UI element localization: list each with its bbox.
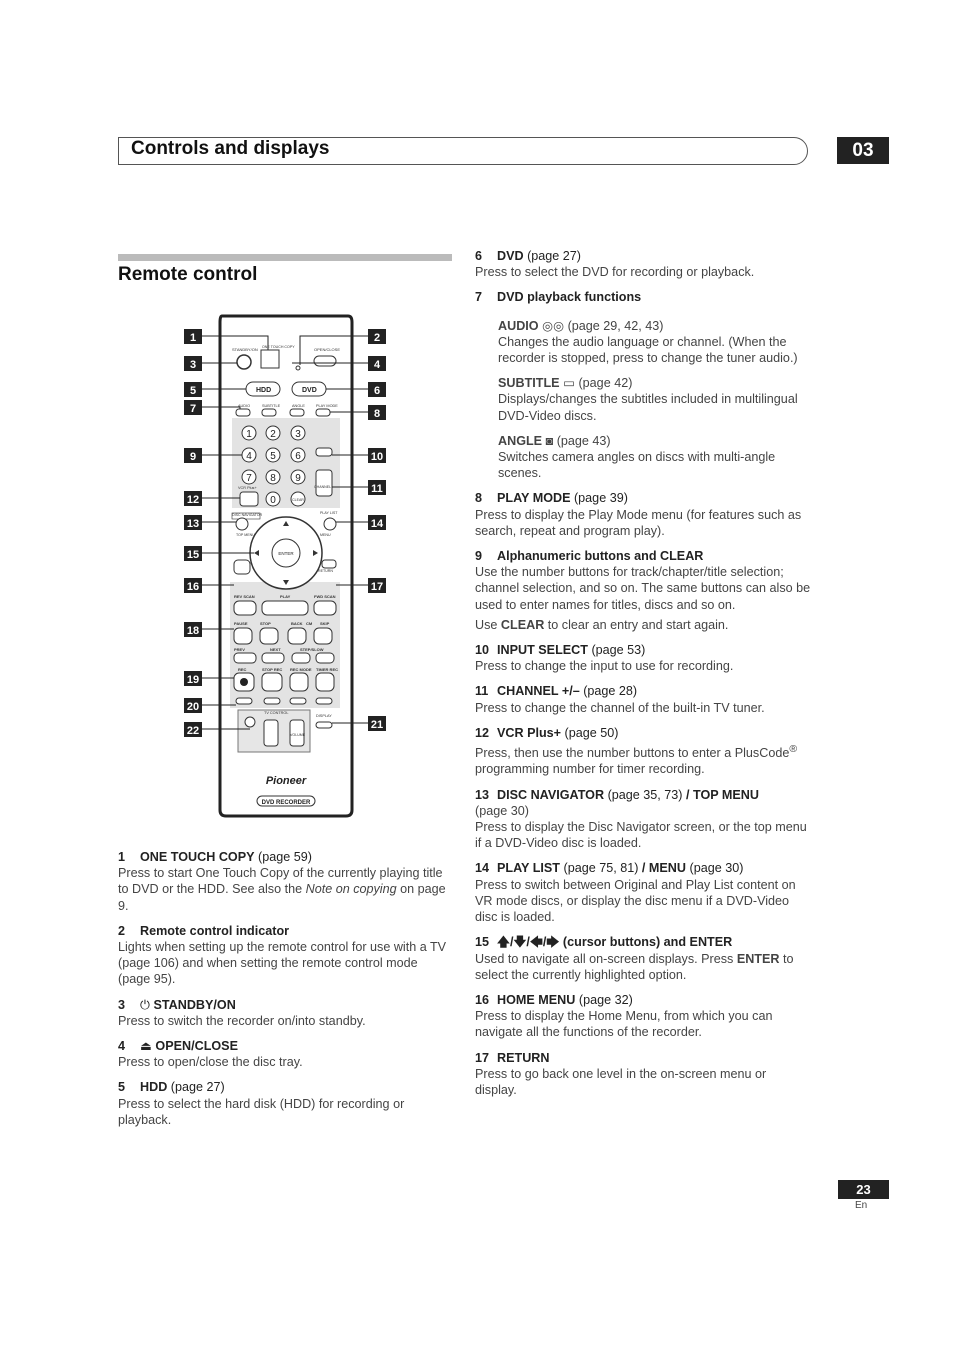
stop-rec-button [262,673,282,691]
disc-nav-label: DISC NAVIGATOR [232,513,263,517]
text-right_items-i11-page: (page 28) [583,684,638,699]
text-remote-keys-0: 1 [246,429,252,440]
play-list-button [324,518,336,530]
text-right_items-i12-page: (page 50) [564,725,619,740]
text-right_items-i16-body: Press to display the Home Menu, from which you can navigate all the functions of the recorder. [475,1009,773,1040]
skip-button [314,628,332,644]
text-left_items-3-num: 4 [118,1039,126,1054]
section-title: Remote control [118,264,258,285]
text-right_items-i13-page: (page 35, 73) [607,787,683,802]
page-number-badge: 23 [838,1180,889,1199]
text-right_items-i16-title: HOME MENU [497,992,576,1007]
text-remote-labels-timer_rec: TIMER REC [316,667,338,672]
back-button [288,628,306,644]
text-right_items-i12-sup: ® [789,743,798,756]
text-right_items-i14-page2: (page 30) [689,861,744,876]
language-code: En [855,1200,868,1211]
text-left_items-4-body: Press to select the hard disk (HDD) for recording or playback. [118,1096,405,1127]
eject-icon: ⏏ [140,1039,156,1054]
text-remote-labels-fwd_scan: FWD SCAN [314,594,336,599]
cursor-arrows-icon: 🡅/🡇/🡄/🡆 [497,935,560,950]
text-remote-callouts-21: 22 [186,725,200,737]
text-right_items-i6-title: DVD [497,249,524,263]
text-left_items-0-num: 1 [118,850,126,864]
play-mode-button [316,409,330,416]
text-remote-labels-next: NEXT [270,647,281,652]
text-remote-keys-2: 3 [295,429,301,440]
item-4 [118,1038,452,1070]
remote-control-illustration [180,310,395,820]
text-remote-callouts-9: 10 [370,451,384,463]
text-right_items-i14-num: 14 [475,861,490,876]
text-right_items-i13-body: Press to display the Disc Navigator screen, or the top menu if a DVD-Video disc is loaded. [475,820,807,851]
text-remote-labels-pause: PAUSE [234,621,248,626]
step-fwd-button [316,653,334,663]
text-right_items-i12-body: Press, then use the number buttons to enter a PlusCode [475,746,790,761]
text-right_items-i10-page: (page 53) [591,643,646,658]
text-right_items-i9-title: Alphanumeric buttons and CLEAR [497,549,704,564]
vcr-plus-button [240,492,258,506]
text-right_items-i11-num: 11 [475,684,489,699]
text-remote-labels-cm: CM [306,621,313,626]
disc-navigator-button [236,518,248,530]
item-2 [118,923,452,988]
text-remote-labels-rec: REC [238,667,247,672]
text-right_items-i13-title: DISC NAVIGATOR [497,787,605,802]
hdd-label: HDD [256,387,272,394]
angle-icon: ◙ [545,433,554,448]
text-right_items-i15-num: 15 [475,935,490,950]
one-touch-label: ONE TOUCH COPY [262,345,295,349]
enter-label: ENTER [278,551,294,556]
fwd-scan-button [314,601,336,615]
step-back-button [292,653,310,663]
text-right_items-i6-page: (page 27) [527,249,582,263]
text-right_items-angle-page: (page 43) [556,433,611,448]
item-7 [475,289,811,305]
text-right_items-angle-body: Switches camera angles on discs with multi-angle scenes. [498,450,776,481]
text-right_items-i17-num: 17 [475,1050,490,1065]
text-right_items-i12-body_tail: programming number for timer recording. [475,762,705,777]
text-right_items-i8-body: Press to display the Play Mode menu (for features such as search, repeat and program play). [475,507,802,538]
item-17 [475,1050,811,1099]
text-right_items-i9-body: Use the number buttons for track/chapter/title selection; channel selection, and so on. The same buttons can also be used to enter names for titles, discs and so on. [475,565,811,612]
volume-label: VOLUME [290,733,306,737]
menu-label: MENU [320,533,331,537]
text-remote-callouts-8: 9 [189,451,197,463]
channel-rocker [316,470,332,496]
text-remote-callouts-2: 3 [189,359,197,371]
text-remote-callouts-3: 4 [373,359,381,371]
display-button [316,722,332,728]
vcr-plus-label: VCR Plus+ [238,486,257,490]
return-label: RETURN [318,569,333,573]
item-15 [475,934,811,983]
text-remote-callouts-17: 18 [186,625,200,637]
model-label: DVD RECORDER [261,800,311,806]
text-right_items-i11-title: CHANNEL +/– [497,684,580,699]
text-right_items-i17-body: Press to go back one level in the on-screen menu or display. [475,1066,767,1097]
right-column [475,248,811,1107]
text-left_items-1-num: 2 [118,923,126,938]
play-history-button [236,698,252,704]
text-right_items-i13-title2: / TOP MENU [685,787,759,802]
text-left_items-0-body_em: Note on copying [305,882,397,897]
text-remote-labels-prev: PREV [234,647,245,652]
rec-mode-button [290,673,308,691]
subtitle-button [262,409,276,416]
text-remote-callouts-6: 7 [189,403,197,415]
text-left_items-0-title: ONE TOUCH COPY [140,850,255,864]
text-right_items-i8-title: PLAY MODE [497,491,571,506]
left-column [118,849,452,1137]
text-left_items-4-num: 5 [118,1080,126,1095]
text-remote-callouts-18: 19 [186,674,200,686]
channel-label: CHANNEL [314,485,332,489]
chapter-number-badge: 03 [837,137,889,164]
text-remote-labels-stop: STOP [260,621,271,626]
text-right_items-i16-num: 16 [475,992,490,1007]
item-14 [475,860,811,925]
play-list-label: PLAY LIST [320,511,338,515]
play-mode-label: PLAY MODE [316,404,338,408]
text-right_items-subtitle-page: (page 42) [578,376,633,391]
prev-button [234,653,256,663]
item-12 [475,725,811,778]
text-remote-labels-step_slow: STEP/SLOW [300,647,324,652]
text-remote-callouts-10: 11 [371,483,383,495]
text-left_items-4-page: (page 27) [170,1080,225,1095]
return-button [322,560,336,568]
text-right_items-i7-num: 7 [475,290,483,305]
timer-rec-button [316,673,334,691]
item-8 [475,490,811,539]
text-right_items-i10-title: INPUT SELECT [497,643,588,658]
item-7-audio [498,318,811,367]
text-left_items-3-title: OPEN/CLOSE [155,1039,238,1054]
text-remote-labels-rev_scan: REV SCAN [234,594,255,599]
text-remote-callouts-19: 20 [186,701,200,713]
text-right_items-i14-body: Press to switch between Original and Play List content on VR mode discs, or display the disc menu if a DVD-Video disc is loaded. [475,877,796,925]
clear-label: CLEAR [292,498,304,502]
text-right_items-i16-page: (page 32) [578,992,633,1007]
text-remote-labels-stop_rec: STOP REC [262,667,283,672]
text-right_items-i13-page2: (page 30) [475,803,529,818]
text-remote-callouts-11: 12 [186,494,200,506]
subtitle-icon: ▭ [563,376,575,391]
item-7-angle [498,433,811,482]
audio-button [236,409,250,416]
audio-label: AUDIO [238,404,251,408]
edit-timer-button [316,698,332,704]
item-6 [475,248,811,280]
text-right_items-i10-body: Press to change the input to use for recording. [475,659,734,674]
text-remote-keys-7: 8 [270,473,276,484]
tv-standby-button [245,717,255,727]
text-right_items-i9-clear: CLEAR [500,617,545,632]
item-16 [475,992,811,1041]
text-remote-keys-8: 9 [295,473,301,484]
text-remote-keys-9: 0 [270,495,276,506]
rev-scan-button [234,601,256,615]
item-10 [475,642,811,674]
text-right_items-subtitle-title: SUBTITLE [498,376,560,391]
text-remote-keys-3: 4 [246,451,252,462]
text-right_items-i8-page: (page 39) [573,491,628,506]
chapter-title: Controls and displays [131,138,330,159]
text-right_items-audio-title: AUDIO [498,318,539,333]
text-right_items-i12-title: VCR Plus+ [497,725,562,740]
item-11 [475,683,811,715]
pause-button [234,628,252,644]
text-remote-callouts-13: 14 [370,518,384,530]
text-right_items-audio-page: (page 29, 42, 43) [567,318,664,333]
text-remote-callouts-7: 8 [373,408,381,420]
text-right_items-i14-title2: / MENU [641,861,686,876]
next-button [262,653,284,663]
item-5 [118,1079,452,1128]
angle-button [290,409,304,416]
text-remote-keys-6: 7 [246,473,252,484]
text-remote-keys-5: 6 [295,451,301,462]
home-menu-button [234,560,250,574]
stop-button [260,628,278,644]
text-left_items-2-num: 3 [118,997,126,1012]
text-right_items-audio-body: Changes the audio language or channel. (When the recorder is stopped, press to change the tuner audio.) [498,334,798,366]
subtitle-label: SUBTITLE [262,404,281,408]
text-right_items-i7-title: DVD playback functions [497,290,642,305]
text-right_items-i10-num: 10 [475,643,490,658]
text-right_items-i14-page: (page 75, 81) [563,861,639,876]
text-left_items-0-body: Press to start One Touch Copy of the currently playing title to DVD or the HDD. See also the [118,866,443,897]
text-left_items-0-body_tail: on page 9. [118,882,446,913]
text-right_items-i15-body_tail: to select the currently highlighted option. [475,951,794,982]
text-right_items-i15-title: (cursor buttons) and ENTER [562,935,733,950]
text-remote-labels-skip: SKIP [320,621,330,626]
text-right_items-i15-body: Used to navigate all on-screen displays. Press [475,951,734,966]
text-remote-callouts-0: 1 [189,332,197,344]
text-remote-labels-back: BACK [291,621,303,626]
text-remote-callouts-20: 21 [370,719,384,731]
text-left_items-1-body: Lights when setting up the remote control for use with a TV (page 106) and when setting the remote control mode (page 95). [118,940,447,987]
text-left_items-4-title: HDD [140,1080,168,1095]
text-left_items-3-body: Press to open/close the disc tray. [118,1055,303,1070]
section-rule [118,254,452,261]
text-remote-callouts-1: 2 [373,332,381,344]
text-left_items-1-title: Remote control indicator [140,923,290,938]
display-label: DISPLAY [316,714,332,718]
top-menu-label: TOP MENU [236,533,255,537]
angle-label: ANGLE [292,404,305,408]
text-right_items-i13-num: 13 [475,787,490,802]
text-right_items-i8-num: 8 [475,491,483,506]
play-button [262,601,308,615]
text-remote-callouts-16: 17 [370,581,384,593]
text-right_items-i9-num: 9 [475,549,483,564]
open-close-label: OPEN/CLOSE [314,347,341,352]
text-remote-callouts-15: 16 [186,581,200,593]
standby-label: STANDBY/ON [232,347,258,352]
text-remote-labels-rec_mode: REC MODE [290,667,312,672]
dvd-label: DVD [302,387,317,394]
chp-mark-button [290,698,306,704]
text-right_items-i9-use: Use [475,617,498,632]
text-right_items-angle-title: ANGLE [498,433,543,448]
text-remote-callouts-14: 15 [186,549,200,561]
text-left_items-0-page: (page 59) [258,850,312,864]
text-right_items-i15-enter: ENTER [736,951,780,966]
input-select-button [316,448,332,456]
item-9 [475,548,811,633]
text-remote-labels-play: PLAY [280,594,291,599]
text-remote-keys-1: 2 [270,429,276,440]
text-left_items-2-title: STANDBY/ON [153,997,236,1012]
text-right_items-i6-num: 6 [475,249,483,263]
item-3 [118,997,452,1029]
text-right_items-i11-body: Press to change the channel of the built-in TV tuner. [475,700,765,715]
hdd-erase-button [264,698,280,704]
text-right_items-i9-use_tail: to clear an entry and start again. [547,617,729,632]
item-1 [118,849,452,914]
tv-channel-rocker [264,720,278,746]
text-remote-callouts-4: 5 [189,385,197,397]
text-remote-callouts-12: 13 [186,518,200,530]
text-right_items-i6-body: Press to select the DVD for recording or playback. [475,265,755,280]
text-remote-keys-4: 5 [270,451,276,462]
item-7-subtitle [498,375,811,424]
text-right_items-i12-num: 12 [475,725,490,740]
text-left_items-2-body: Press to switch the recorder on/into standby. [118,1013,366,1028]
item-13 [475,787,811,852]
tv-control-label: TV CONTROL [264,711,289,715]
text-right_items-i17-title: RETURN [497,1050,550,1065]
text-right_items-i14-title: PLAY LIST [497,861,560,876]
audio-icon: ◎◎ [542,318,565,333]
power-icon: ⏻ [140,997,154,1012]
text-right_items-subtitle-body: Displays/changes the subtitles included in multilingual DVD-Video discs. [498,392,798,423]
pioneer-logo: Pioneer [265,775,307,787]
text-remote-callouts-5: 6 [373,385,381,397]
